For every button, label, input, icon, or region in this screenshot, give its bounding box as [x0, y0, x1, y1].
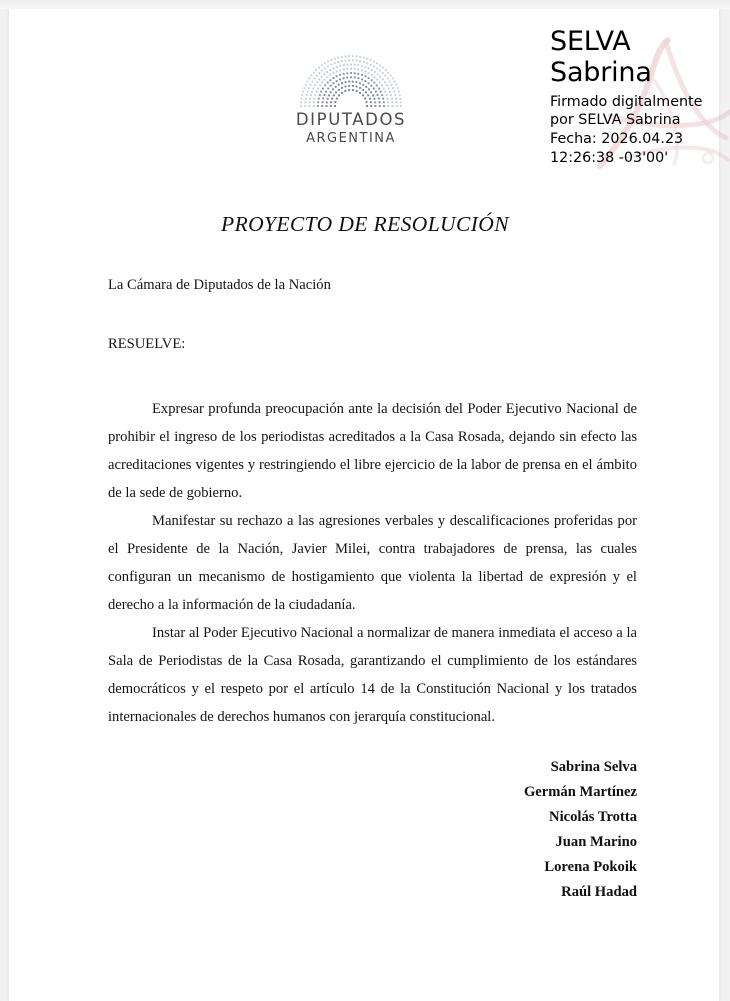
resolve-label: RESUELVE:: [108, 335, 186, 352]
signature-meta-time: 12:26:38 -03'00': [550, 149, 669, 166]
signatory-name: Raúl Hadad: [561, 884, 637, 901]
diputados-logo: [288, 52, 414, 148]
signature-name-line-2: Sabrina: [550, 57, 652, 89]
signature-meta-line-1: Firmado digitalmente: [550, 93, 703, 110]
logo-wordmark: [288, 110, 414, 148]
page-title: PROYECTO DE RESOLUCIÓN: [221, 212, 509, 236]
signatory-list: [0, 755, 637, 906]
signatory-name: Lorena Pokoik: [544, 859, 637, 876]
logo-text-diputados: DIPUTADOS: [295, 110, 407, 129]
document-body: [108, 278, 637, 731]
page-top-edge: [0, 0, 730, 9]
signature-meta: [550, 93, 722, 168]
signatory-name: Germán Martínez: [523, 784, 637, 801]
signatory-name: Juan Marino: [555, 834, 637, 851]
signature-meta-line-2: por SELVA Sabrina: [550, 112, 681, 129]
signatory-name: Sabrina Selva: [550, 759, 637, 775]
chamber-line: La Cámara de Diputados de la Nación: [108, 277, 331, 293]
signature-name-line-1: SELVA: [550, 26, 631, 57]
logo-text-argentina: ARGENTINA: [306, 130, 396, 146]
hemicycle-icon: [297, 52, 405, 108]
digital-signature-stamp: [550, 26, 722, 168]
resolution-paragraph: Instar al Poder Ejecutivo Nacional a normalizar de manera inmediata el acceso a la Sala de Periodistas de la Casa Rosada, garantizando el cumplimiento de los estándares democráticos y el respeto por el artículo 14 de la Constitución Nacional y los tratados internacionales de derechos humanos con jerarquía constitucional.: [108, 625, 637, 726]
signature-meta-date: Fecha: 2026.04.23: [550, 131, 684, 148]
signatory-name: Nicolás Trotta: [549, 809, 637, 826]
resolution-paragraph: Manifestar su rechazo a las agresiones verbales y descalificaciones proferidas por el Presidente de la Nación, Javier Milei, contra trabajadores de prensa, las cuales configuran un mecanismo de hostigamiento que violenta la libertad de expresión y el derecho a la información de la ciudadanía.: [108, 513, 637, 614]
resolution-paragraph: Expresar profunda preocupación ante la decisión del Poder Ejecutivo Nacional de prohibir el ingreso de los periodistas acreditados a la Casa Rosada, dejando sin efecto las acreditaciones vigentes y restringiendo el libre ejercicio de la labor de prensa en el ámbito de la sede de gobierno.: [108, 401, 637, 502]
